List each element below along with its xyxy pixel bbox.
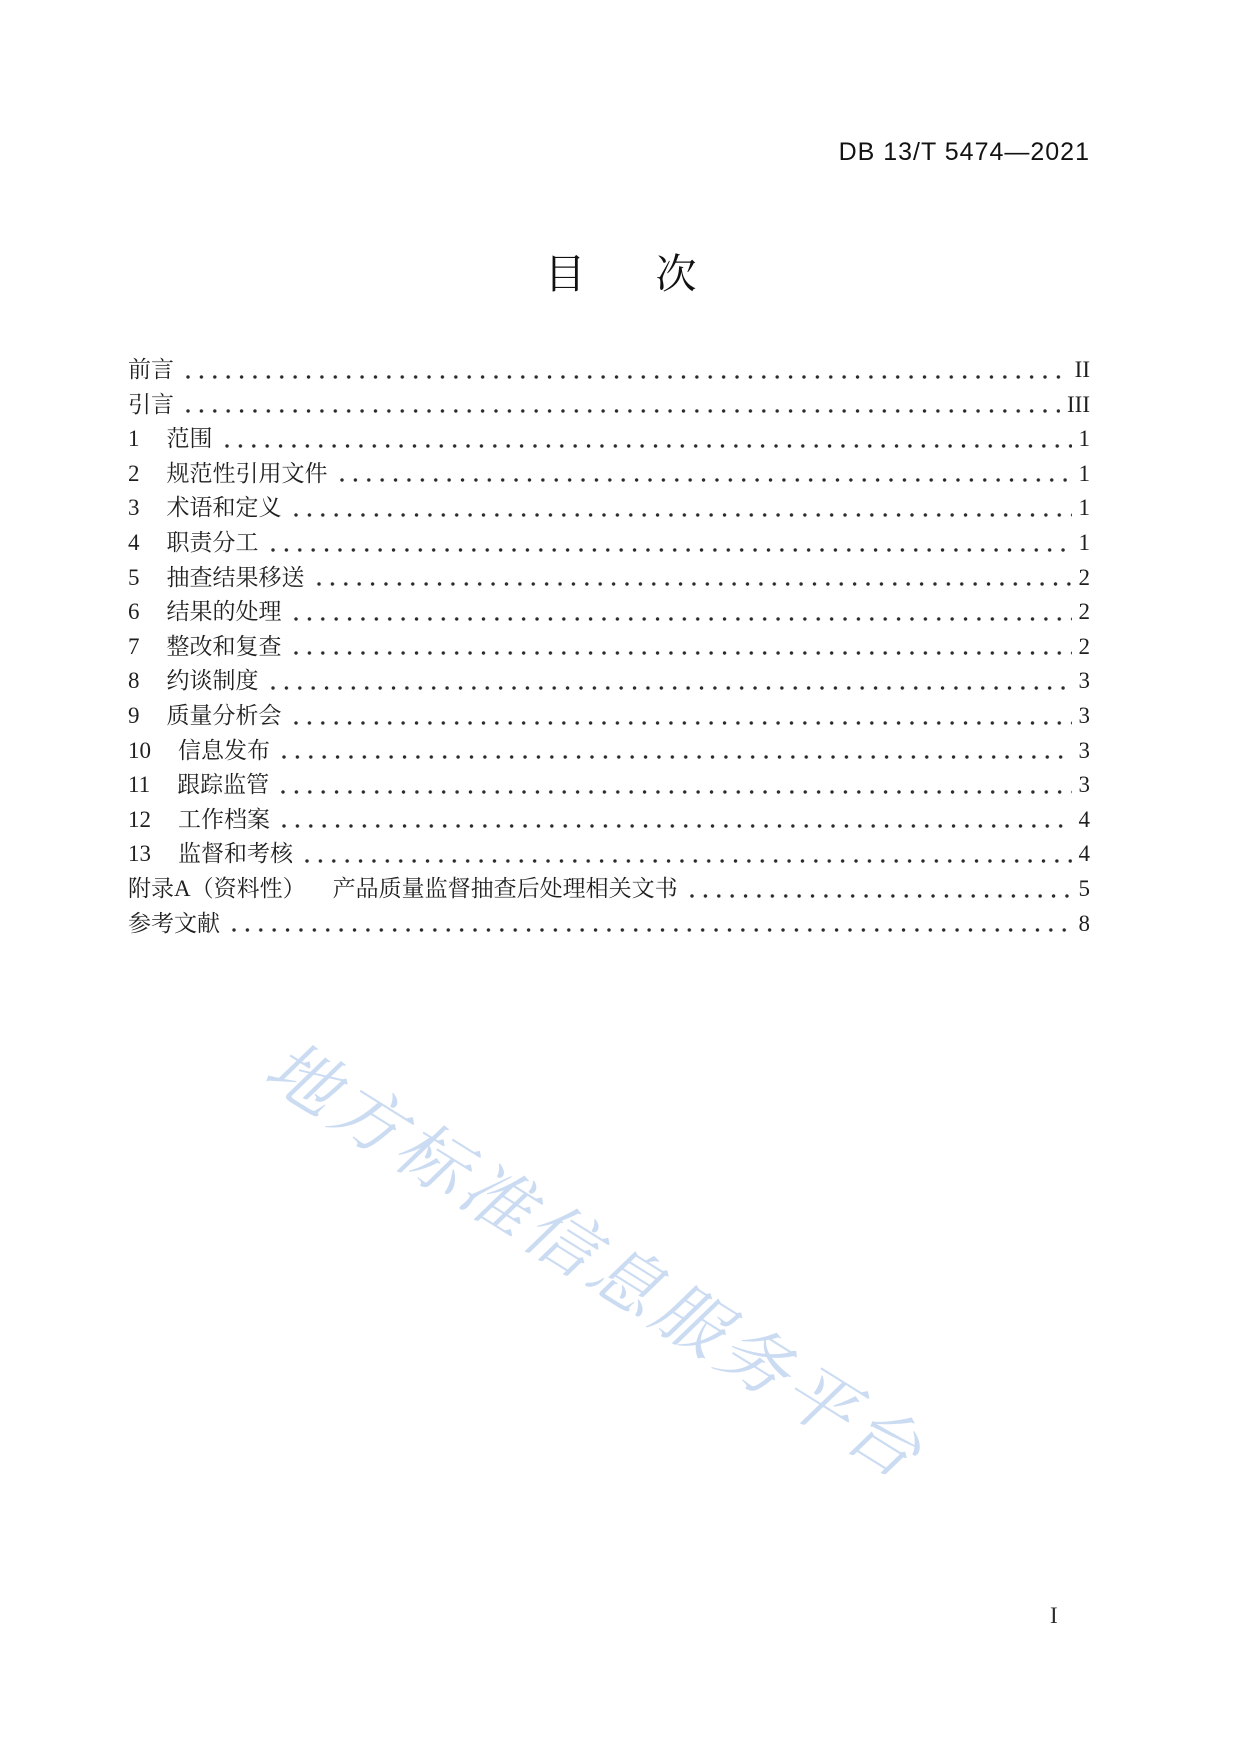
toc-entry-number: 11	[128, 772, 151, 798]
toc-entry-page: 3	[1078, 772, 1090, 798]
toc-row	[128, 386, 1090, 421]
page-title-char-2: 次	[655, 251, 697, 297]
toc-row	[128, 905, 1090, 940]
toc-row	[128, 697, 1090, 732]
footer-page-number: I	[1050, 1603, 1058, 1628]
toc-entry-number: 10	[128, 737, 151, 763]
toc-entry-number: 3	[128, 495, 140, 521]
toc-entry-title: 约谈制度	[166, 668, 259, 694]
dot-leader	[185, 408, 1060, 414]
toc-entry-page: 3	[1078, 668, 1090, 694]
dot-leader	[231, 927, 1072, 933]
toc-entry-title: 职责分工	[166, 529, 259, 555]
dot-leader	[281, 754, 1072, 760]
dot-leader	[280, 789, 1071, 795]
toc-row	[128, 524, 1090, 559]
toc-entry-number: 6	[128, 599, 140, 625]
page-title	[0, 241, 1241, 300]
toc-row	[128, 766, 1090, 801]
toc-entry-number: 5	[128, 564, 140, 590]
toc-entry-title: 跟踪监管	[177, 772, 270, 798]
toc-row	[128, 593, 1090, 628]
toc-row	[128, 420, 1090, 455]
toc-entry-number: 附录A（资料性）	[128, 875, 306, 901]
dot-leader	[293, 616, 1072, 622]
toc-entry-page: 1	[1078, 529, 1090, 555]
toc-entry-number: 8	[128, 668, 140, 694]
toc-entry-title: 参考文献	[128, 910, 220, 936]
standard-number: DB 13/T 5474—2021	[838, 138, 1090, 166]
toc-entry-number: 12	[128, 806, 151, 832]
toc-entry-number: 13	[128, 841, 151, 867]
toc-entry-number: 1	[128, 426, 140, 452]
dot-leader	[293, 512, 1072, 518]
watermark: 地方标准信息服务平台	[251, 1024, 940, 1497]
toc-entry-title: 规范性引用文件	[166, 460, 328, 486]
toc-entry-title: 范围	[166, 426, 213, 452]
toc-row	[128, 559, 1090, 594]
dot-leader	[293, 650, 1072, 656]
dot-leader	[316, 581, 1072, 587]
toc-row	[128, 870, 1090, 905]
toc-row	[128, 801, 1090, 836]
dot-leader	[270, 685, 1072, 691]
toc-entry-number: 7	[128, 633, 140, 659]
toc-entry-page: 8	[1078, 910, 1090, 936]
toc-entry-page: 2	[1078, 599, 1090, 625]
toc-row	[128, 732, 1090, 767]
toc-entry-page: 2	[1078, 564, 1090, 590]
toc-row	[128, 662, 1090, 697]
toc-row	[128, 351, 1090, 386]
toc-row	[128, 835, 1090, 870]
toc-entry-title: 监督和考核	[178, 841, 293, 867]
toc-entry-page: 1	[1078, 426, 1090, 452]
dot-leader	[270, 547, 1072, 553]
dot-leader	[339, 477, 1072, 483]
toc-row	[128, 489, 1090, 524]
table-of-contents	[128, 351, 1090, 939]
toc-entry-title: 工作档案	[178, 806, 270, 832]
toc-row	[128, 628, 1090, 663]
toc-entry-page: 1	[1078, 495, 1090, 521]
toc-entry-title: 术语和定义	[166, 495, 282, 521]
toc-entry-title: 结果的处理	[166, 599, 282, 625]
toc-entry-page: II	[1074, 357, 1090, 382]
toc-entry-page: 1	[1078, 460, 1090, 486]
page-title-char-1: 目	[544, 251, 586, 297]
toc-entry-title: 抽查结果移送	[166, 564, 305, 590]
toc-entry-title: 产品质量监督抽查后处理相关文书	[332, 875, 678, 901]
toc-entry-page: 4	[1078, 806, 1090, 832]
toc-entry-title: 整改和复查	[166, 633, 282, 659]
dot-leader	[689, 893, 1072, 899]
toc-entry-title: 信息发布	[178, 737, 270, 763]
toc-entry-page: 3	[1078, 737, 1090, 763]
dot-leader	[281, 823, 1072, 829]
dot-leader	[224, 443, 1072, 449]
toc-entry-page: III	[1067, 391, 1090, 417]
toc-entry-title: 质量分析会	[166, 702, 282, 728]
toc-entry-number: 4	[128, 529, 140, 555]
toc-entry-number: 9	[128, 702, 140, 728]
toc-entry-page: 3	[1078, 702, 1090, 728]
toc-entry-page: 4	[1078, 841, 1090, 867]
toc-entry-number: 2	[128, 460, 140, 486]
dot-leader	[293, 720, 1072, 726]
toc-entry-title: 前言	[128, 357, 174, 382]
dot-leader	[185, 374, 1068, 380]
toc-row	[128, 455, 1090, 490]
dot-leader	[304, 858, 1072, 864]
toc-entry-title: 引言	[128, 391, 174, 417]
toc-entry-page: 2	[1078, 633, 1090, 659]
toc-entry-page: 5	[1078, 875, 1090, 901]
